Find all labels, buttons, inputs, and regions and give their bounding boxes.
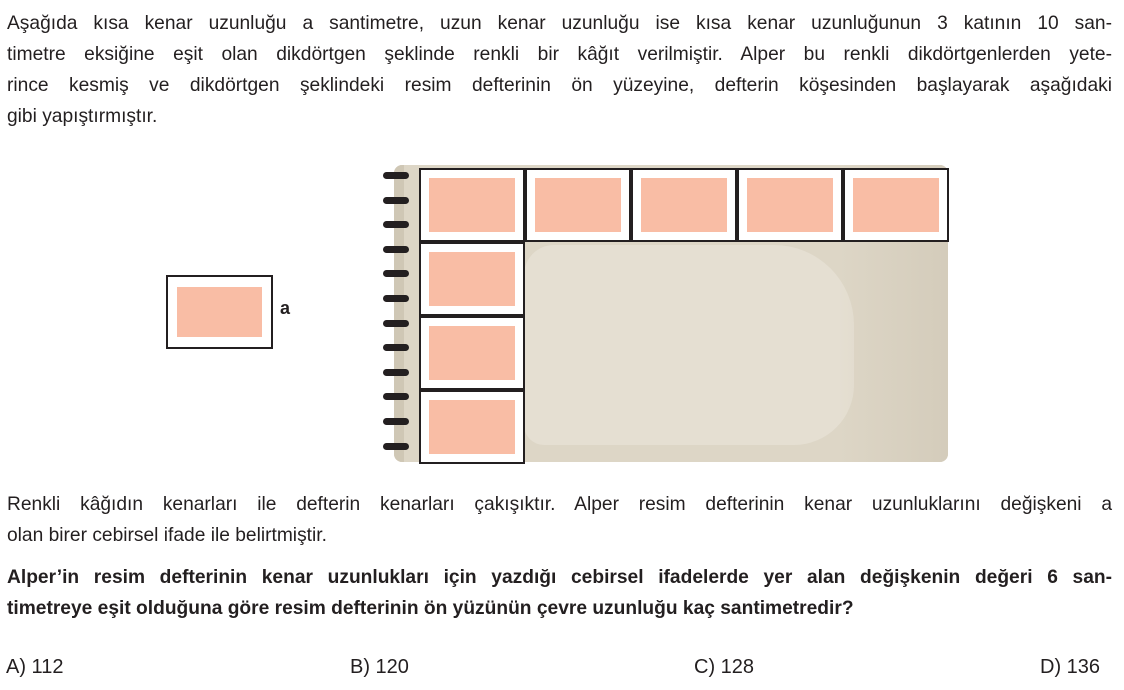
option-a[interactable]: A) 112	[6, 656, 64, 678]
prompt-line: Alper’in resim defterinin kenar uzunlukları için yazdığı cebirsel ifadelerde yer alan değişkenin değeri 6 san-	[7, 567, 1112, 588]
pasted-rectangle	[419, 242, 525, 316]
pasted-rectangle-fill	[535, 178, 621, 232]
pasted-rectangle	[843, 168, 949, 242]
spiral-ring	[383, 344, 409, 351]
spiral-ring	[383, 246, 409, 253]
prompt-line: timetreye eşit olduğuna göre resim defterinin ön yüzünün çevre uzunluğu kaç santimetredir?	[7, 598, 854, 619]
spiral-ring	[383, 418, 409, 425]
spiral-ring	[383, 197, 409, 204]
intro-line: Aşağıda kısa kenar uzunluğu a santimetre, uzun kenar uzunluğu ise kısa kenar uzunluğunun 3 katının 10 san-	[7, 13, 1112, 34]
pasted-rectangle-fill	[747, 178, 833, 232]
pasted-rectangle-fill	[429, 326, 515, 380]
spiral-ring	[383, 443, 409, 450]
pasted-rectangle	[419, 168, 525, 242]
pasted-rectangle	[419, 316, 525, 390]
pasted-rectangle	[737, 168, 843, 242]
middle-line: Renkli kâğıdın kenarları ile defterin kenarları çakışıktır. Alper resim defterinin kenar uzunluklarını değişkeni a	[7, 494, 1112, 515]
sample-colored-fill	[177, 287, 262, 337]
pasted-rectangle-fill	[429, 252, 515, 306]
option-b[interactable]: B) 120	[350, 656, 409, 678]
middle-line: olan birer cebirsel ifade ile belirtmiştir.	[7, 525, 327, 546]
spiral-ring	[383, 172, 409, 179]
spiral-ring	[383, 369, 409, 376]
option-c[interactable]: C) 128	[694, 656, 755, 678]
pasted-rectangle-fill	[429, 178, 515, 232]
pasted-rectangle-fill	[429, 400, 515, 454]
sample-colored-rectangle	[166, 275, 273, 349]
intro-line: gibi yapıştırmıştır.	[7, 106, 158, 127]
pasted-rectangle	[525, 168, 631, 242]
question-prompt	[7, 562, 1112, 624]
spiral-ring	[383, 221, 409, 228]
spiral-binding	[383, 172, 411, 462]
question-middle	[7, 489, 1112, 551]
pasted-rectangle-fill	[641, 178, 727, 232]
intro-line: timetre eksiğine eşit olan dikdörtgen şeklinde renkli bir kâğıt verilmiştir. Alper bu renkli dikdörtgenlerden yete-	[7, 44, 1112, 65]
option-d[interactable]: D) 136	[1040, 656, 1101, 678]
spiral-ring	[383, 393, 409, 400]
pasted-rectangle-fill	[853, 178, 939, 232]
pasted-rectangle	[631, 168, 737, 242]
intro-line: rince kesmiş ve dikdörtgen şeklindeki resim defterinin ön yüzeyine, defterin köşesinden başlayarak aşağıdaki	[7, 75, 1112, 96]
answer-options	[0, 656, 1124, 688]
question-intro	[7, 8, 1112, 132]
notebook-cover-highlight	[524, 245, 854, 445]
side-label-a: a	[280, 298, 291, 318]
spiral-ring	[383, 295, 409, 302]
spiral-ring	[383, 320, 409, 327]
pasted-rectangle	[419, 390, 525, 464]
spiral-ring	[383, 270, 409, 277]
